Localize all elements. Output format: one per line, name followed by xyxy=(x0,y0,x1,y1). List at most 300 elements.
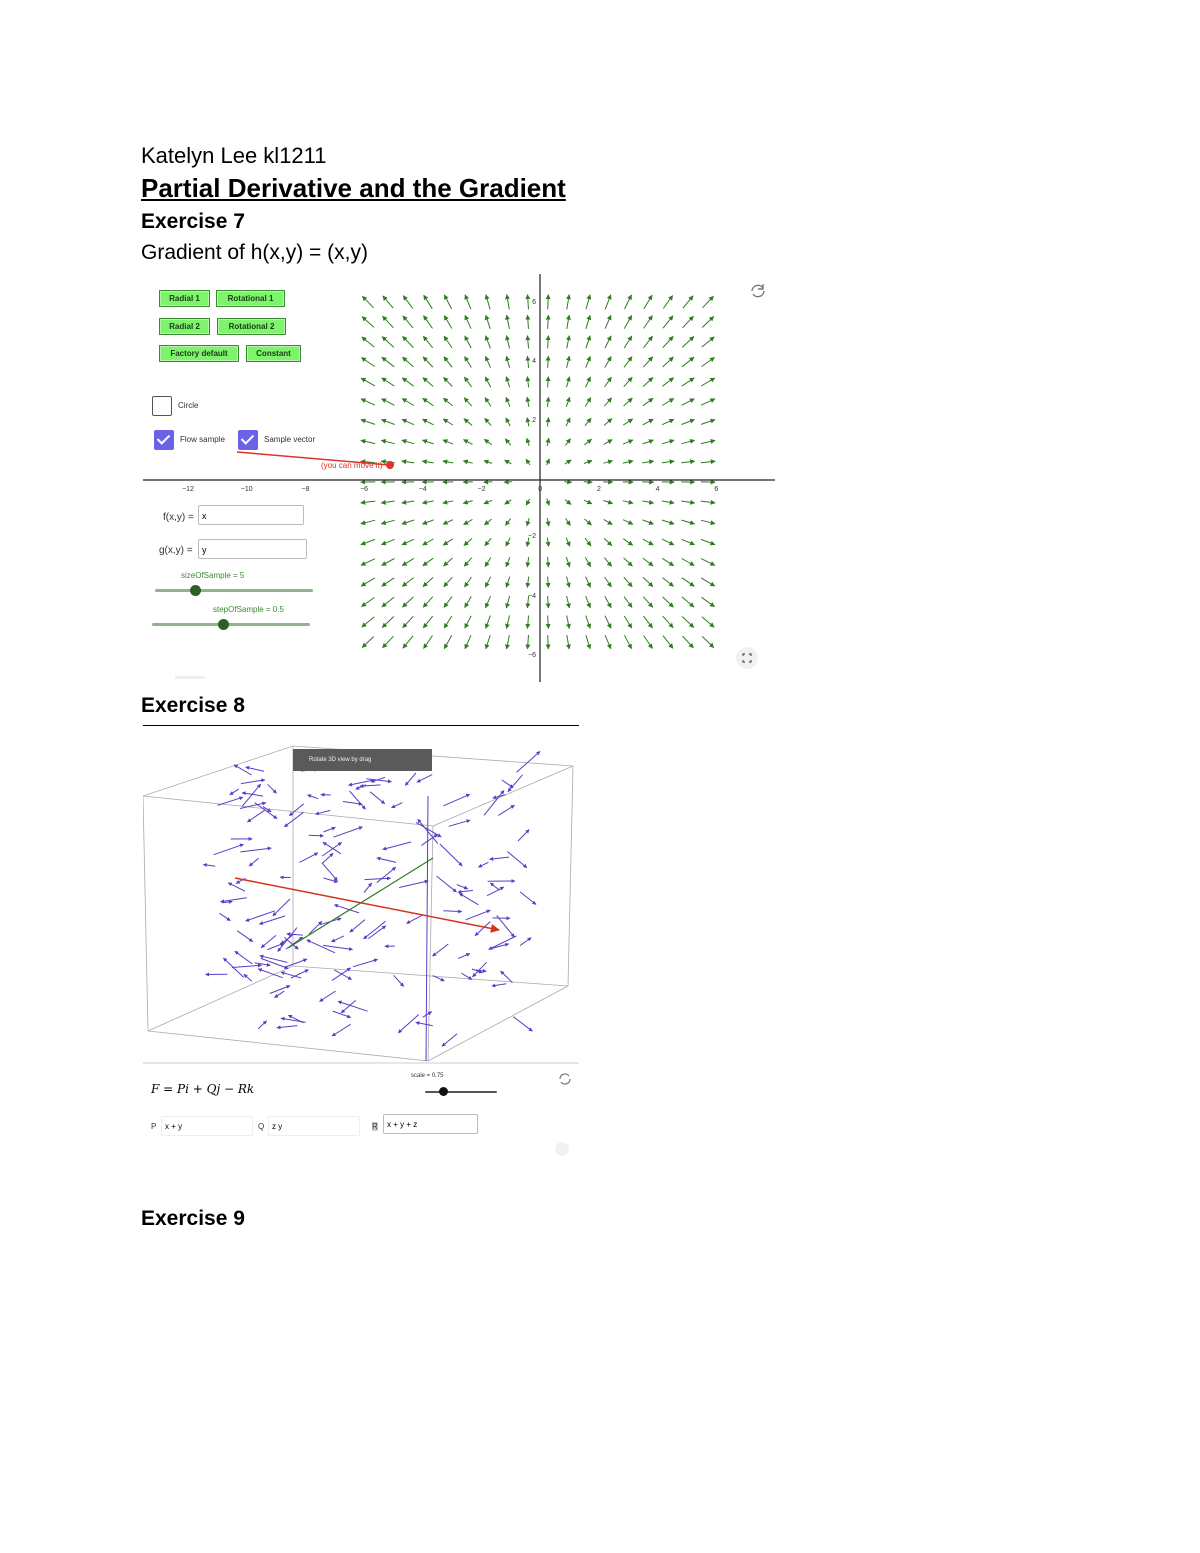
field-arrow-3d xyxy=(416,1022,433,1025)
3d-vector-field-applet[interactable] xyxy=(143,724,579,1164)
field-arrow xyxy=(644,616,653,628)
field-arrow xyxy=(584,500,592,504)
field-arrow-3d xyxy=(513,1017,532,1032)
x-tick-label: 6 xyxy=(714,486,719,493)
field-arrow xyxy=(382,559,395,566)
box-edge xyxy=(428,986,568,1061)
field-arrow xyxy=(567,596,570,608)
field-arrow xyxy=(702,337,714,347)
field-arrow xyxy=(444,295,451,309)
z-axis-3d xyxy=(426,796,428,1061)
field-arrow xyxy=(443,520,453,525)
field-arrow xyxy=(465,616,471,628)
field-arrow xyxy=(548,315,549,329)
field-arrow xyxy=(548,596,549,608)
field-arrow xyxy=(547,418,548,427)
field-arrow xyxy=(527,616,528,629)
3d-vector-field-plot[interactable] xyxy=(143,726,579,1066)
scroll-indicator xyxy=(175,676,205,679)
field-arrow-3d xyxy=(228,883,245,891)
x-tick-label: −6 xyxy=(360,486,369,493)
field-arrow xyxy=(548,577,549,588)
fullscreen-icon[interactable] xyxy=(736,647,758,669)
field-arrow-3d xyxy=(458,954,470,959)
field-arrow-3d xyxy=(364,883,372,893)
field-arrow xyxy=(702,636,714,647)
field-arrow xyxy=(663,578,674,587)
field-arrow xyxy=(361,520,375,524)
field-arrow-3d xyxy=(458,890,473,892)
field-arrow xyxy=(362,597,375,606)
field-arrow xyxy=(383,316,394,328)
field-arrow xyxy=(643,558,653,566)
field-arrow xyxy=(548,557,549,567)
field-arrow xyxy=(586,635,590,649)
field-arrow xyxy=(402,419,414,424)
field-arrow xyxy=(444,558,453,566)
field-arrow xyxy=(702,357,715,366)
field-arrow xyxy=(527,356,528,368)
field-arrow xyxy=(701,399,715,405)
field-arrow-3d xyxy=(416,822,441,837)
field-arrow-3d xyxy=(214,844,244,854)
x-tick-label: −8 xyxy=(301,486,310,493)
p-input[interactable]: x + y xyxy=(161,1116,253,1136)
field-arrow xyxy=(422,501,433,503)
field-arrow-3d xyxy=(507,852,527,868)
y-tick-label: 6 xyxy=(532,299,536,306)
field-arrow xyxy=(403,336,414,347)
x-tick-label: −2 xyxy=(477,486,486,493)
field-arrow xyxy=(527,557,528,567)
g-input[interactable]: y xyxy=(198,539,307,559)
flow-sample-checkbox[interactable] xyxy=(154,430,174,450)
field-arrow-3d xyxy=(370,792,385,804)
field-arrow xyxy=(624,398,633,406)
field-arrow xyxy=(586,295,590,310)
field-arrow xyxy=(567,377,570,388)
field-arrow xyxy=(526,499,529,505)
size-slider-track[interactable] xyxy=(155,589,313,592)
field-arrow xyxy=(643,539,654,545)
field-arrow xyxy=(605,295,611,310)
field-arrow xyxy=(701,539,715,544)
field-arrow xyxy=(422,461,434,463)
size-slider-knob[interactable] xyxy=(190,585,201,596)
field-arrow xyxy=(643,440,654,444)
field-arrow xyxy=(443,419,453,425)
sample-vector-checkbox[interactable] xyxy=(238,430,258,450)
field-arrow xyxy=(644,295,652,309)
field-arrow-3d xyxy=(218,797,243,805)
field-arrow xyxy=(547,518,549,526)
x-tick-label: −10 xyxy=(240,486,253,493)
field-arrow xyxy=(443,461,453,463)
field-arrow-3d xyxy=(284,812,303,827)
field-arrow xyxy=(643,520,654,524)
field-arrow xyxy=(464,398,472,406)
field-arrow-3d xyxy=(221,898,247,902)
field-arrow xyxy=(506,377,509,388)
field-arrow xyxy=(362,617,374,627)
fullscreen-3d-icon[interactable] xyxy=(555,1142,569,1156)
field-arrow xyxy=(663,597,674,607)
field-arrow xyxy=(624,635,631,648)
f-input[interactable]: x xyxy=(198,505,304,525)
field-arrow xyxy=(382,597,394,607)
field-arrow xyxy=(484,500,492,503)
field-arrow xyxy=(548,377,549,388)
field-arrow xyxy=(486,596,491,608)
field-arrow xyxy=(603,461,612,463)
field-arrow-3d xyxy=(520,892,536,905)
field-arrow xyxy=(484,461,492,464)
field-arrow xyxy=(701,461,715,463)
field-arrow xyxy=(586,356,591,367)
field-arrow xyxy=(361,559,375,566)
field-arrow xyxy=(444,635,452,648)
field-arrow xyxy=(402,378,413,386)
field-arrow-3d xyxy=(442,1034,457,1047)
field-arrow xyxy=(625,295,632,309)
field-arrow-3d xyxy=(405,773,416,786)
field-arrow xyxy=(527,418,529,427)
field-arrow-3d xyxy=(230,789,239,795)
field-arrow-3d xyxy=(377,858,396,863)
field-arrow xyxy=(682,559,695,566)
field-arrow xyxy=(701,559,715,566)
reset-3d-icon[interactable] xyxy=(557,1071,573,1087)
field-arrow-3d xyxy=(255,803,278,819)
field-arrow xyxy=(623,461,633,463)
field-arrow xyxy=(604,419,612,426)
field-arrow xyxy=(485,398,491,407)
field-arrow-3d xyxy=(353,959,378,966)
field-arrow-3d xyxy=(334,970,351,980)
field-arrow xyxy=(643,577,653,586)
field-arrow-3d xyxy=(220,913,231,920)
field-arrow xyxy=(362,637,374,648)
field-arrow xyxy=(663,357,674,367)
field-arrow xyxy=(465,577,472,587)
field-arrow xyxy=(528,315,529,329)
field-arrow xyxy=(586,377,591,387)
field-arrow xyxy=(586,315,590,329)
field-arrow xyxy=(567,356,570,368)
field-arrow xyxy=(403,616,414,627)
exercise-8-heading: Exercise 8 xyxy=(141,694,245,717)
box-edge xyxy=(143,796,148,1031)
box-edge xyxy=(148,1031,428,1061)
field-arrow xyxy=(505,500,512,504)
field-arrow xyxy=(603,501,612,504)
box-edge xyxy=(433,766,573,826)
field-arrow xyxy=(642,461,653,463)
scale-slider-knob[interactable] xyxy=(439,1087,448,1096)
field-arrow xyxy=(484,439,491,444)
field-arrow-3d xyxy=(247,810,264,822)
field-arrow xyxy=(443,440,453,444)
field-arrow-3d xyxy=(300,853,318,863)
field-arrow xyxy=(505,460,512,464)
flow-sample-label: Flow sample xyxy=(180,435,225,444)
field-arrow xyxy=(465,295,471,309)
x-tick-label: 4 xyxy=(655,486,660,493)
field-arrow xyxy=(624,315,631,328)
field-arrow xyxy=(484,519,491,525)
field-arrow xyxy=(383,636,394,648)
field-arrow xyxy=(464,519,473,524)
field-arrow xyxy=(682,378,694,386)
field-arrow-3d xyxy=(237,931,253,942)
field-arrow xyxy=(486,315,490,329)
field-arrow xyxy=(527,577,528,588)
field-arrow xyxy=(681,520,694,524)
field-arrow xyxy=(605,616,611,629)
field-arrow xyxy=(662,440,674,444)
vector-field-applet[interactable] xyxy=(143,272,775,684)
field-arrow xyxy=(702,597,715,606)
field-arrow xyxy=(361,399,375,405)
field-arrow xyxy=(423,378,433,387)
panel-divider xyxy=(143,1062,579,1064)
radial-2-button[interactable]: Radial 2 xyxy=(159,318,210,335)
field-arrow xyxy=(465,596,472,607)
field-arrow-3d xyxy=(498,805,514,815)
field-arrow xyxy=(423,357,433,367)
field-arrow xyxy=(465,315,471,328)
field-arrow xyxy=(506,596,509,608)
field-arrow xyxy=(547,538,548,547)
r-label: R xyxy=(372,1122,378,1131)
formula-text: F = Pi + Qj − Rk xyxy=(151,1082,255,1096)
field-arrow-3d xyxy=(246,911,275,921)
q-input[interactable]: z y xyxy=(268,1116,360,1136)
circle-checkbox[interactable] xyxy=(152,396,172,416)
field-arrow xyxy=(623,520,633,525)
field-arrow-3d xyxy=(443,911,461,912)
field-arrow xyxy=(644,316,653,329)
field-arrow xyxy=(527,336,528,349)
field-arrow xyxy=(507,295,510,310)
box-edge xyxy=(143,796,433,826)
field-arrow xyxy=(403,296,413,309)
field-arrow-3d xyxy=(437,876,457,892)
x-tick-label: 0 xyxy=(538,486,543,493)
field-arrow xyxy=(584,461,592,464)
r-input[interactable]: x + y + z xyxy=(383,1114,478,1134)
rotational-2-button[interactable]: Rotational 2 xyxy=(217,318,286,335)
field-arrow-3d xyxy=(259,916,285,924)
field-arrow xyxy=(642,501,653,503)
field-arrow xyxy=(682,597,694,607)
field-arrow-3d xyxy=(261,935,276,947)
field-arrow xyxy=(681,440,694,443)
field-arrow xyxy=(643,419,654,425)
field-arrow-3d xyxy=(235,951,253,964)
field-arrow-3d xyxy=(502,780,514,788)
field-arrow-3d xyxy=(478,862,488,867)
field-arrow-3d xyxy=(407,915,423,923)
field-arrow xyxy=(424,295,433,309)
field-arrow-3d xyxy=(457,885,468,889)
field-arrow-3d xyxy=(508,775,523,792)
field-arrow-3d xyxy=(255,963,271,966)
field-arrow xyxy=(624,616,632,628)
field-arrow xyxy=(423,539,434,545)
field-arrow xyxy=(506,557,510,567)
field-arrow xyxy=(644,336,653,348)
field-arrow xyxy=(643,398,653,405)
box-edge xyxy=(293,966,568,986)
field-arrow xyxy=(605,377,612,387)
field-arrow xyxy=(444,336,452,348)
field-arrow-3d xyxy=(492,984,507,986)
field-arrow-3d xyxy=(520,938,531,946)
field-arrow xyxy=(567,336,570,349)
field-arrow xyxy=(567,635,569,649)
field-arrow xyxy=(682,357,694,367)
box-edge xyxy=(568,766,573,986)
field-arrow xyxy=(567,616,570,629)
field-arrow xyxy=(423,419,434,425)
field-arrow-3d xyxy=(394,975,404,986)
size-slider-label: sizeOfSample = 5 xyxy=(181,571,245,580)
y-tick-label: −4 xyxy=(528,593,536,600)
field-arrow-3d xyxy=(323,842,341,854)
field-arrow xyxy=(403,357,414,367)
field-arrow xyxy=(567,295,569,310)
field-arrow xyxy=(423,577,433,586)
exercise-7-heading: Exercise 7 xyxy=(141,210,245,233)
field-arrow xyxy=(566,538,570,547)
field-arrow xyxy=(486,616,491,629)
reset-icon[interactable] xyxy=(749,282,767,300)
field-arrow xyxy=(585,538,591,546)
field-arrow xyxy=(402,578,413,587)
field-arrow xyxy=(662,501,674,503)
y-tick-label: 4 xyxy=(532,358,536,365)
field-arrow xyxy=(423,398,434,405)
field-arrow xyxy=(662,378,673,387)
field-arrow xyxy=(444,577,453,587)
field-arrow xyxy=(564,482,571,483)
field-arrow xyxy=(643,378,653,387)
field-arrow xyxy=(506,538,510,546)
field-arrow xyxy=(624,577,632,587)
field-arrow xyxy=(585,557,590,566)
field-arrow-3d xyxy=(489,936,517,950)
field-arrow xyxy=(547,459,550,465)
field-arrow xyxy=(701,501,715,503)
field-arrow-3d xyxy=(399,881,428,888)
scale-slider-track[interactable] xyxy=(425,1091,497,1093)
field-arrow xyxy=(663,296,672,309)
constant-button[interactable]: Constant xyxy=(246,345,301,362)
field-arrow xyxy=(703,296,714,308)
field-arrow xyxy=(682,539,695,544)
field-arrow xyxy=(585,519,592,525)
field-arrow xyxy=(528,295,529,310)
radial-1-button[interactable]: Radial 1 xyxy=(159,290,210,307)
field-arrow xyxy=(444,616,452,628)
field-arrow xyxy=(585,398,591,407)
field-arrow xyxy=(548,295,549,310)
factory-default-button[interactable]: Factory default xyxy=(159,345,239,362)
field-arrow xyxy=(624,357,632,368)
field-arrow xyxy=(547,499,549,506)
field-arrow xyxy=(402,440,414,444)
field-arrow xyxy=(507,635,510,649)
field-arrow xyxy=(662,558,673,565)
field-arrow xyxy=(444,316,452,329)
field-arrow xyxy=(663,336,673,347)
field-arrow xyxy=(361,578,375,586)
field-arrow xyxy=(362,317,374,328)
field-arrow xyxy=(643,597,652,608)
field-arrow xyxy=(402,501,415,503)
field-arrow-3d xyxy=(459,893,478,905)
field-arrow xyxy=(403,597,414,607)
field-arrow xyxy=(527,518,529,526)
field-arrow xyxy=(681,501,694,503)
field-arrow-3d xyxy=(240,848,271,852)
field-arrow xyxy=(662,520,674,524)
field-arrow xyxy=(382,337,394,348)
field-arrow xyxy=(548,336,549,349)
field-arrow xyxy=(381,420,394,425)
field-arrow xyxy=(586,336,590,349)
field-arrow xyxy=(507,616,510,629)
field-arrow xyxy=(682,617,694,628)
field-arrow xyxy=(506,397,510,406)
field-arrow xyxy=(566,418,570,426)
field-arrow xyxy=(362,337,374,347)
field-arrow-3d xyxy=(333,827,362,837)
author-line: Katelyn Lee kl1211 xyxy=(141,143,327,168)
field-arrow-3d xyxy=(241,780,265,784)
x-tick-label: −12 xyxy=(182,486,194,493)
field-arrow xyxy=(527,397,529,407)
field-arrow xyxy=(566,439,571,446)
field-arrow xyxy=(605,336,611,348)
field-arrow xyxy=(464,377,471,387)
field-arrow xyxy=(683,296,693,308)
field-arrow xyxy=(424,316,433,329)
field-arrow xyxy=(548,397,549,407)
field-arrow xyxy=(547,438,549,446)
field-arrow xyxy=(443,398,452,406)
field-arrow xyxy=(683,636,694,648)
rotational-1-button[interactable]: Rotational 1 xyxy=(216,290,285,307)
field-arrow xyxy=(605,357,611,368)
field-arrow xyxy=(644,636,653,649)
field-arrow xyxy=(605,596,611,607)
field-arrow-3d xyxy=(490,857,510,859)
field-arrow-3d xyxy=(466,910,491,920)
field-arrow xyxy=(382,617,394,628)
field-arrow xyxy=(604,440,613,445)
field-arrow xyxy=(381,539,394,544)
field-arrow-3d xyxy=(417,775,432,783)
step-slider-track[interactable] xyxy=(152,623,310,626)
field-arrow xyxy=(381,440,394,443)
field-arrow-3d xyxy=(309,835,324,836)
field-arrow-3d xyxy=(364,921,386,939)
field-arrow-3d xyxy=(246,767,264,771)
field-arrow xyxy=(382,399,395,406)
field-arrow-3d xyxy=(423,1012,432,1018)
